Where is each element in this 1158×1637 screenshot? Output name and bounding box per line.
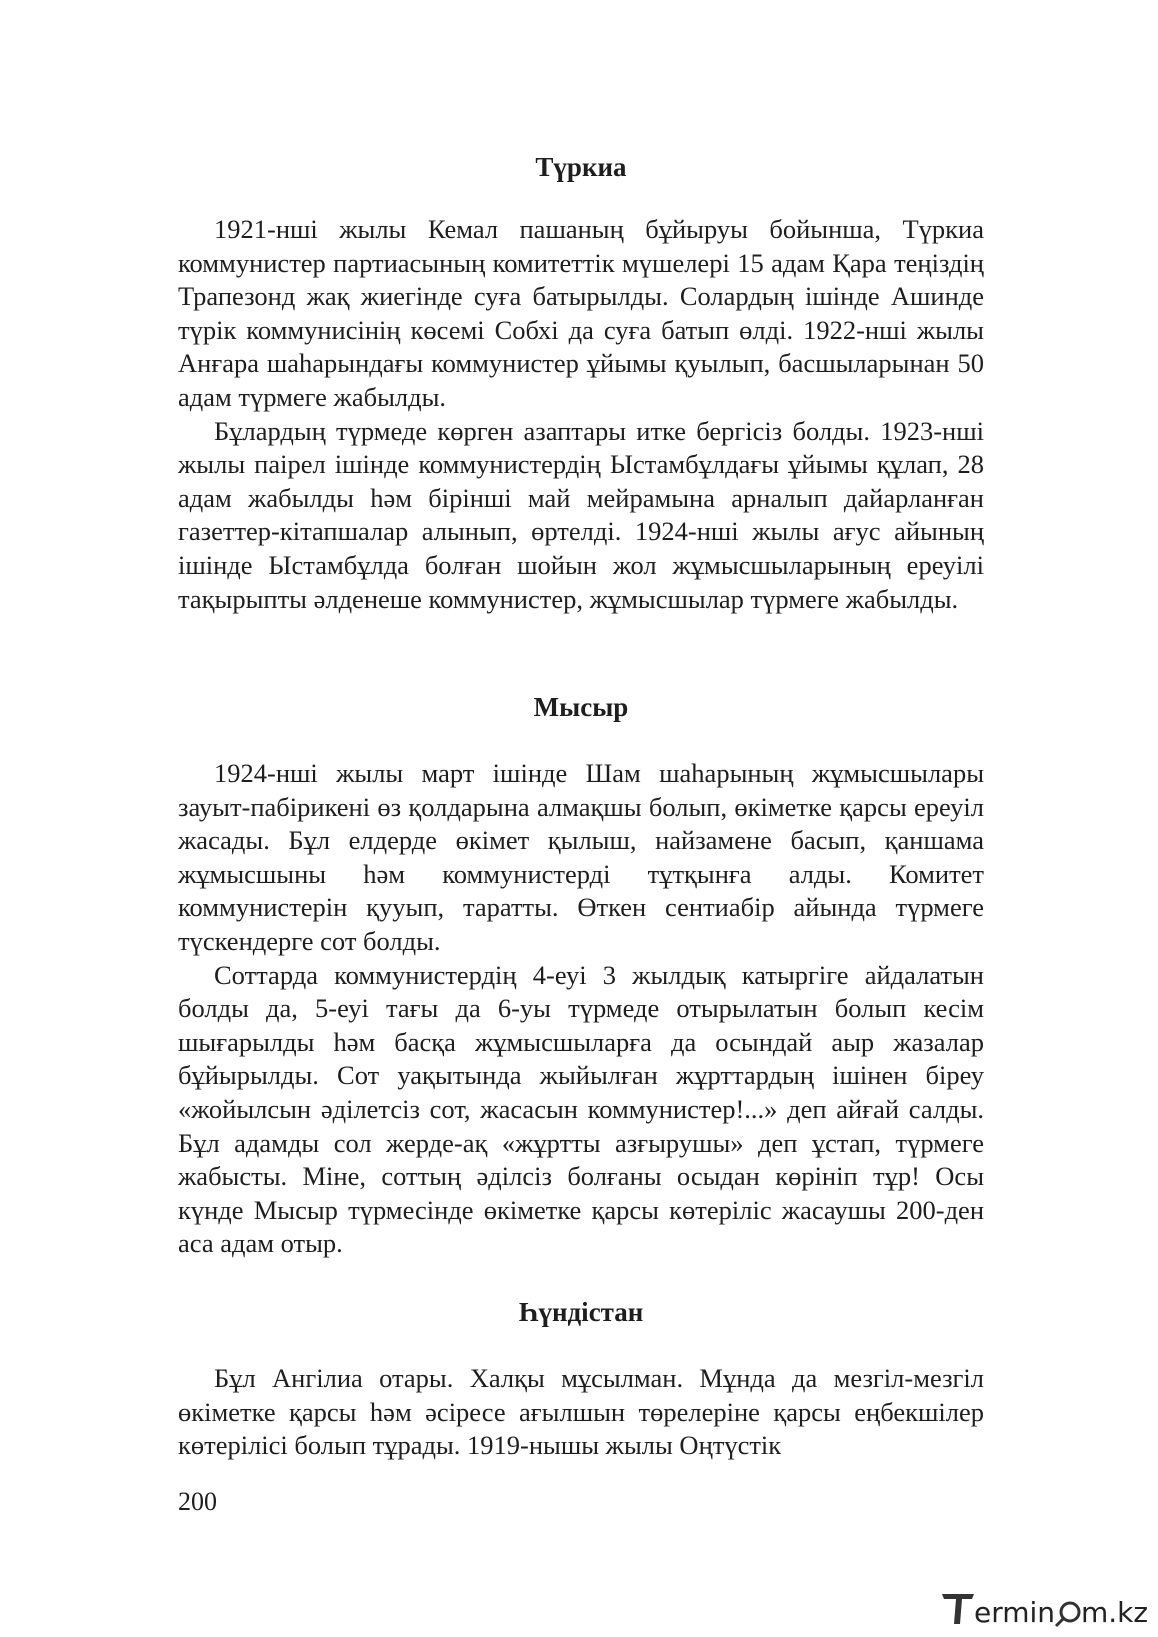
logo-text-right: m.kz [1081,1596,1149,1628]
section-heading-turkey: Түркиа [535,152,627,182]
section-heading-egypt: Мысыр [533,692,629,722]
paragraph: Бұлардың түрмеде көрген азаптары итке бергісіз болды. 1923-нші жылы паірел ішінде коммунистердің Ыстамбұлдағы ұйымы құлап, 28 адам жабылды һәм бірінші май мейрамына арналып дайарланған газеттер-кітапшалар алынып, өртелді. 1924-нші жылы ағус айының ішінде Ыстамбұлда болған шойын жол жұмысшыларының ереуілі тақырыпты әлденеше коммунистер, жұмысшылар түрмеге жабылды. [178,415,984,614]
paragraph: Бұл Ангілиа отары. Халқы мұсылман. Мұнда да мезгіл-мезгіл өкіметке қарсы һәм әсіресе ағылшын төрелеріне қарсы еңбекшілер көтерілісі болып тұрады. 1919-нышы жылы Оңтүстік [178,1363,984,1461]
termincom-logo-icon [940,1588,1150,1628]
section-body-india [178,1362,984,1463]
paragraph: Соттарда коммунистердің 4-еуі 3 жылдық катыргіге айдалатын болды да, 5-еуі тағы да 6-уы түрмеде отырылатын болып кесім шығарылды һәм басқа жұмысшыларға да осындай аыр жазалар бұйырылды. Сот уақытында жыйылған жұрттардың ішінен біреу «жойылсын әділетсіз сот, жасасын коммунистер!...» деп айғай салды. Бұл адамды сол жерде-ақ «жұртты азғырушы» деп ұстап, түрмеге жабысты. Міне, соттың әділсіз болғаны осыдан көрініп тұр! Осы күнде Мысыр түрмесінде өкіметке қарсы көтеріліс жасаушы 200-ден аса адам отыр. [178,959,984,1259]
section-heading-india: Һүндістан [518,1297,644,1327]
section-body-turkey [178,213,984,616]
page-number: 200 [178,1487,217,1516]
termincom-logo [940,1588,1150,1628]
section-body-egypt [178,757,984,1261]
paragraph: 1921-нші жылы Кемал пашаның бұйыруы бойынша, Түркиа коммунистер партиасының комитеттік мүшелері 15 адам Қара теңіздің Трапезонд жақ жиегінде суға батырылды. Солардың ішінде Ашинде түрік коммунисінің көсемі Собхі да суға батып өлді. 1922-нші жылы Анғара шаһарындағы коммунистер ұйымы қуылып, басшыларынан 50 адам түрмеге жабылды. [178,214,984,412]
logo-text-left: ermin [974,1596,1056,1628]
paragraph: 1924-нші жылы март ішінде Шам шаһарының жұмысшылары зауыт-пабірикені өз қолдарына алмақшы болып, өкіметке қарсы ереуіл жасады. Бұл елдерде өкімет қылыш, найзамене басып, қаншама жұмысшыны һәм коммунистерді тұтқынға алды. Комитет коммунистерін қууып, таратты. Өткен сентиабір айында түрмеге түскендерге сот болды. [178,758,984,956]
